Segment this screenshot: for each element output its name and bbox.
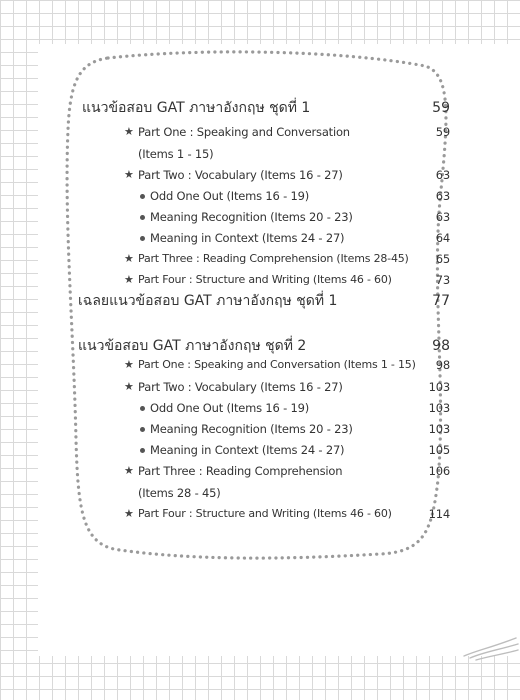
toc-page-number: 65 [435, 252, 450, 266]
toc-heading-label: แนวข้อสอบ GAT ภาษาอังกฤษ ชุดที่ 1 [82, 100, 311, 116]
toc-entry-label: (Items 1 - 15) [138, 147, 214, 161]
toc-entry-label: Part Three : Reading Comprehension [138, 464, 343, 478]
toc-frame [80, 60, 450, 560]
star-icon: ★ [124, 125, 134, 138]
toc-page-number: 98 [435, 358, 450, 372]
toc-page-number: 59 [435, 125, 450, 139]
toc-page-number: 105 [428, 443, 450, 457]
toc-entry-label: Meaning Recognition (Items 20 - 23) [150, 210, 353, 224]
toc-page-number: 63 [435, 168, 450, 182]
star-icon: ★ [124, 464, 134, 477]
toc-entry-label: Part Three : Reading Comprehension (Items 28-45) [138, 252, 409, 265]
toc-entry-label: Part Two : Vocabulary (Items 16 - 27) [138, 168, 343, 182]
toc-entry-label: Meaning Recognition (Items 20 - 23) [150, 422, 353, 436]
toc-entry-label: Part One : Speaking and Conversation [138, 125, 350, 139]
toc-entry-label: Odd One Out (Items 16 - 19) [150, 189, 310, 203]
star-icon: ★ [124, 507, 134, 520]
dot-icon [140, 215, 145, 220]
toc-entry-label: Odd One Out (Items 16 - 19) [150, 401, 310, 415]
toc-entry-label: Meaning in Context (Items 24 - 27) [150, 231, 345, 245]
toc-entry-label: (Items 28 - 45) [138, 486, 221, 500]
toc-page-number: 59 [432, 100, 450, 116]
dot-icon [140, 236, 145, 241]
toc-entry-label: Part Four : Structure and Writing (Items 46 - 60) [138, 507, 392, 520]
toc-entry-label: Meaning in Context (Items 24 - 27) [150, 443, 345, 457]
star-icon: ★ [124, 273, 134, 286]
toc-entry-label: Part Two : Vocabulary (Items 16 - 27) [138, 380, 343, 394]
toc-page-number: 103 [428, 401, 450, 415]
toc-page-number: 73 [435, 273, 450, 287]
toc-page-number: 63 [435, 210, 450, 224]
toc-page-number: 77 [432, 293, 450, 309]
toc-page-number: 98 [432, 338, 450, 354]
toc-page-number: 114 [428, 507, 450, 521]
toc-page-number: 106 [428, 464, 450, 478]
dot-icon [140, 406, 145, 411]
star-icon: ★ [124, 358, 134, 371]
dot-icon [140, 427, 145, 432]
toc-page-number: 63 [435, 189, 450, 203]
toc-page-number: 103 [428, 422, 450, 436]
star-icon: ★ [124, 252, 134, 265]
toc-page-number: 103 [428, 380, 450, 394]
pencil-scribble [460, 632, 520, 662]
star-icon: ★ [124, 168, 134, 181]
star-icon: ★ [124, 380, 134, 393]
toc-page-number: 64 [435, 231, 450, 245]
toc-entry-label: Part Four : Structure and Writing (Items 46 - 60) [138, 273, 392, 286]
dot-icon [140, 448, 145, 453]
dot-icon [140, 194, 145, 199]
toc-heading-label: แนวข้อสอบ GAT ภาษาอังกฤษ ชุดที่ 2 [78, 338, 307, 354]
toc-heading-label: เฉลยแนวข้อสอบ GAT ภาษาอังกฤษ ชุดที่ 1 [78, 293, 338, 309]
toc-entry-label: Part One : Speaking and Conversation (Items 1 - 15) [138, 358, 416, 371]
